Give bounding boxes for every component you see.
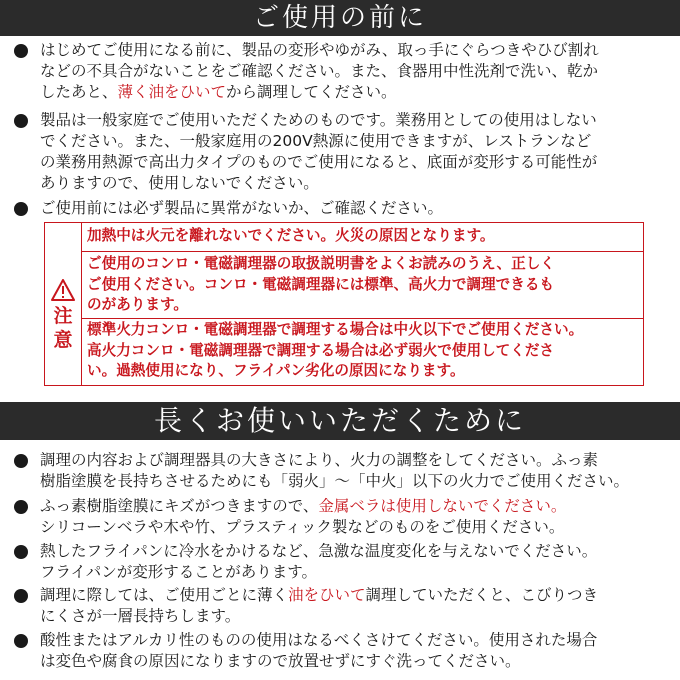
bullet-icon — [14, 545, 28, 559]
caution-char: 注 — [53, 305, 73, 327]
highlight-text: 金属ベラは使用しないでください。 — [318, 497, 567, 515]
item-text — [40, 110, 670, 194]
caution-char: 意 — [53, 329, 73, 351]
item-text — [40, 40, 670, 103]
item-text — [40, 198, 670, 219]
caution-text: 高火力コンロ・電磁調理器で調理する場合は必ず弱火で使用してくださ — [87, 341, 555, 359]
text-line: などの不具合がないことをご確認ください。また、食器用中性洗剤で洗い、乾か — [40, 62, 599, 80]
text-line: 熱したフライパンに冷水をかけるなど、急激な温度変化を与えないでください。 — [40, 542, 598, 560]
caution-text: のがあります。 — [87, 296, 188, 313]
bullet-icon — [14, 454, 28, 468]
caution-label — [45, 223, 82, 385]
text-line: フライパンが変形することがあります。 — [40, 563, 317, 581]
text-line: シリコーンベラや木や竹、プラスティック製などのものをご使用ください。 — [40, 518, 565, 536]
text-line: 製品は一般家庭でご使用いただくためのものです。業務用としての使用はしない — [40, 111, 597, 129]
warning-icon — [51, 279, 75, 301]
text-line: 調理の内容および調理器具の大きさにより、火力の調整をしてください。ふっ素 — [40, 451, 599, 469]
text-line: にくさが一層長持ちします。 — [40, 607, 241, 625]
bullet-icon — [14, 589, 28, 603]
caution-text: ご使用ください。コンロ・電磁調理器には標準、高火力で調理できるも — [87, 275, 555, 293]
text-line: ご使用前には必ず製品に異常がないか、ご確認ください。 — [40, 199, 444, 217]
text-line: 酸性またはアルカリ性のものの使用はなるべくさけてください。使用された場合 — [40, 631, 598, 649]
bullet-icon — [14, 114, 28, 128]
section-title-before-use: ご使用の前に — [0, 0, 680, 36]
text-line: はじめてご使用になる前に、製品の変形やゆがみ、取っ手にぐらつきやひび割れ — [40, 41, 599, 59]
item-text — [40, 450, 670, 492]
text-line: したあと、薄く油をひいてから調理してください。 — [40, 83, 397, 101]
bullet-icon — [14, 202, 28, 216]
text-line: は変色や腐食の原因になりますので放置せずにすぐ洗ってください。 — [40, 652, 521, 670]
text-line: でください。また、一般家庭用の200V熱源に使用できますが、レストランなど — [40, 132, 592, 150]
highlight-text: 油をひいて — [288, 586, 366, 604]
caution-text: い。過熱使用になり、フライパン劣化の原因になります。 — [87, 362, 465, 379]
item-text — [40, 496, 670, 538]
item-text — [40, 630, 670, 672]
section-title-long-use: 長くお使いいただくために — [0, 402, 680, 440]
text-line: の業務用熱源で高出力タイプのものでご使用になると、底面が変形する可能性が — [40, 153, 598, 171]
item-text — [40, 585, 670, 627]
caution-text: 標準火力コンロ・電磁調理器で調理する場合は中火以下でご使用ください。 — [87, 321, 584, 338]
highlight-text: 薄く油をひいて — [117, 83, 227, 101]
item-text — [40, 541, 670, 583]
text-line: ふっ素樹脂塗膜にキズがつきますので、金属ベラは使用しないでください。 — [40, 497, 567, 515]
bullet-icon — [14, 44, 28, 58]
text-line: 樹脂塗膜を長持ちさせるためにも「弱火」〜「中火」以下の火力でご使用ください。 — [40, 472, 630, 490]
caution-text: 加熱中は火元を離れないでください。火災の原因となります。 — [87, 227, 495, 244]
caution-rows — [81, 223, 643, 385]
bullet-icon — [14, 634, 28, 648]
text-line: ありますので、使用しないでください。 — [40, 174, 319, 192]
caution-row — [81, 319, 643, 385]
caution-text: ご使用のコンロ・電磁調理器の取扱説明書をよくお読みのうえ、正しく — [87, 255, 555, 272]
text-line: 調理に際しては、ご使用ごとに薄く油をひいて調理していただくと、こびりつき — [40, 586, 599, 604]
caution-row — [81, 252, 643, 319]
caution-row — [81, 223, 643, 252]
caution-box — [44, 222, 644, 386]
bullet-icon — [14, 500, 28, 514]
